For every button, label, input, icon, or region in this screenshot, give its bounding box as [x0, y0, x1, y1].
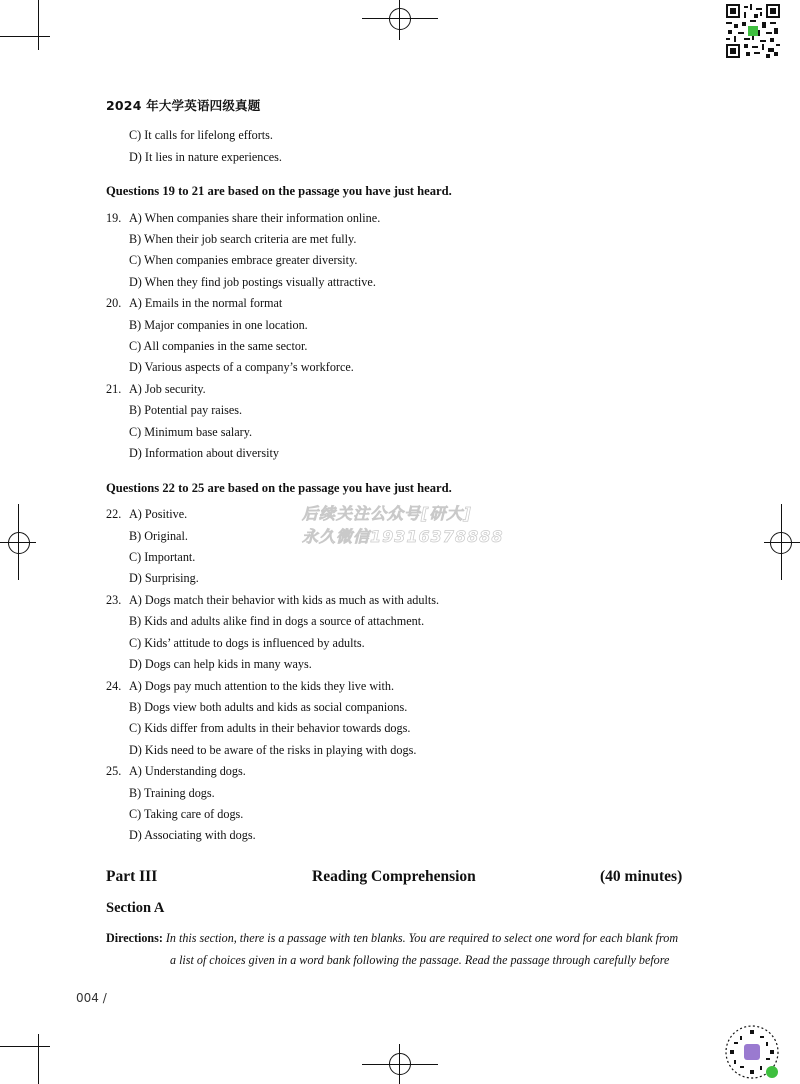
directions-text: In this section, there is a passage with ten blanks. You are required to select one word for each blank from — [165, 931, 679, 945]
directions-label: Directions: — [106, 931, 163, 945]
registration-circle — [389, 8, 411, 30]
option-line: A) When companies share their information online. — [129, 211, 381, 225]
directions-line — [170, 953, 669, 968]
question-group-heading: Questions 22 to 25 are based on the passage you have just heard. — [106, 481, 452, 495]
crop-mark — [38, 1034, 39, 1084]
option-line: B) Major companies in one location. — [129, 318, 308, 332]
page-number: 004 / — [76, 991, 107, 1005]
question-number: 19. — [106, 211, 122, 225]
option-line: A) Dogs match their behavior with kids as much as with adults. — [129, 593, 440, 607]
directions-line — [106, 931, 678, 946]
question-group-heading: Questions 19 to 21 are based on the passage you have just heard. — [106, 184, 452, 198]
option-line: C) Kids’ attitude to dogs is influenced by adults. — [129, 636, 365, 650]
option-line: B) Original. — [129, 529, 188, 543]
question-number: 25. — [106, 764, 122, 778]
option-line: D) Dogs can help kids in many ways. — [129, 657, 312, 671]
watermark-text: 后续关注公众号[研大] — [302, 504, 472, 523]
option-line: B) Kids and adults alike find in dogs a source of attachment. — [129, 614, 425, 628]
option-line: C) Important. — [129, 550, 196, 564]
option-line: D) Various aspects of a company’s workforce. — [129, 360, 354, 374]
option-line: A) Job security. — [129, 382, 206, 396]
directions-text: a list of choices given in a word bank following the passage. Read the passage through carefully before — [170, 953, 670, 967]
question-number: 22. — [106, 507, 122, 521]
part-label: Part III — [106, 868, 158, 885]
crop-mark — [38, 0, 39, 50]
registration-circle — [389, 1053, 411, 1075]
question-number: 21. — [106, 382, 122, 396]
crop-mark — [0, 1046, 50, 1047]
option-line: C) Minimum base salary. — [129, 425, 253, 439]
crop-mark — [0, 36, 50, 37]
option-line: A) Positive. — [129, 507, 188, 521]
option-line: A) Understanding dogs. — [129, 764, 246, 778]
part-title: Reading Comprehension — [312, 868, 476, 885]
section-title: Section A — [106, 900, 165, 916]
question-number: 24. — [106, 679, 122, 693]
registration-circle — [8, 532, 30, 554]
option-line: D) Kids need to be aware of the risks in playing with dogs. — [129, 743, 417, 757]
option-line: C) When companies embrace greater diversity. — [129, 253, 358, 267]
option-line: B) Dogs view both adults and kids as social companions. — [129, 700, 408, 714]
question-number: 23. — [106, 593, 122, 607]
option-line: D) Associating with dogs. — [129, 828, 256, 842]
part-time: (40 minutes) — [600, 868, 683, 885]
option-line: B) When their job search criteria are met fully. — [129, 232, 357, 246]
option-line: C) Taking care of dogs. — [129, 807, 244, 821]
option-line: B) Training dogs. — [129, 786, 215, 800]
registration-circle — [770, 532, 792, 554]
option-line: A) Emails in the normal format — [129, 296, 283, 310]
question-number: 20. — [106, 296, 122, 310]
watermark-text: 永久微信19316378888 — [302, 527, 504, 546]
option-line: A) Dogs pay much attention to the kids they live with. — [129, 679, 395, 693]
option-line: D) When they find job postings visually attractive. — [129, 275, 376, 289]
option-line: D) Information about diversity — [129, 446, 279, 460]
option-line: D) Surprising. — [129, 571, 199, 585]
option-line: C) All companies in the same sector. — [129, 339, 308, 353]
qr-code-icon — [724, 1024, 780, 1080]
option-line: B) Potential pay raises. — [129, 403, 243, 417]
option-line: C) Kids differ from adults in their behavior towards dogs. — [129, 721, 411, 735]
qr-code-icon — [726, 4, 780, 58]
option-line: C) It calls for lifelong efforts. — [129, 128, 273, 142]
option-line: D) It lies in nature experiences. — [129, 150, 282, 164]
page-header-title: 2024 年大学英语四级真题 — [106, 98, 261, 113]
